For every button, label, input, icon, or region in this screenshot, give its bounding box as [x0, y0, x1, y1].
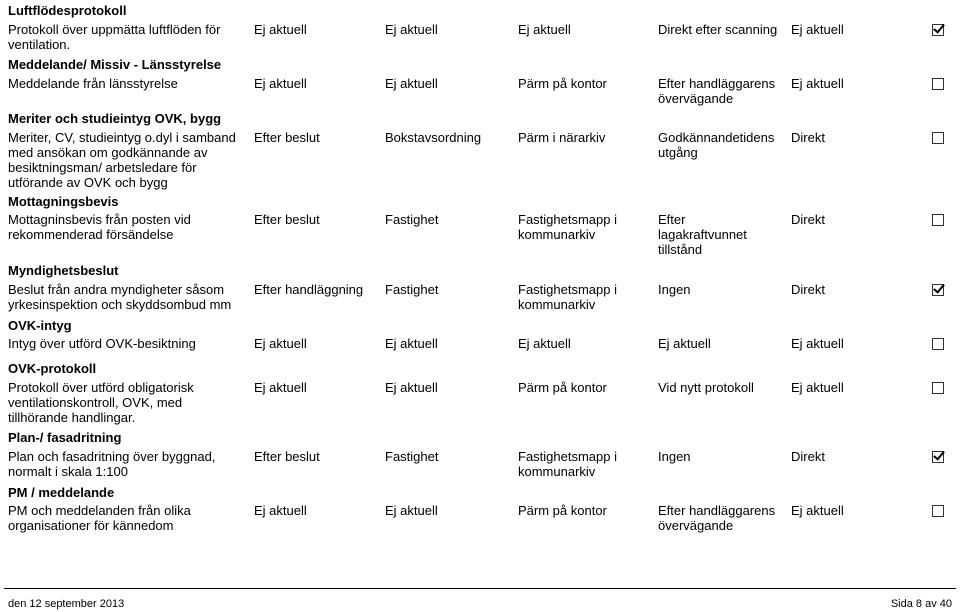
col-3-value: Ej aktuell — [518, 22, 571, 37]
checkbox[interactable] — [932, 505, 944, 517]
col-3-value: Pärm på kontor — [518, 76, 607, 91]
col-1-value: Efter handläggning — [254, 282, 364, 297]
checkbox[interactable] — [932, 214, 944, 226]
section-heading: OVK-intyg — [8, 318, 72, 333]
col-3-value: Ej aktuell — [518, 336, 571, 351]
row-description: Mottagninsbevis från posten vid rekommenderad försändelse — [8, 212, 191, 242]
col-3-value: Pärm i närarkiv — [518, 130, 606, 145]
checkbox[interactable] — [932, 382, 944, 394]
col-5-value: Direkt — [791, 212, 825, 227]
col-1-value: Efter beslut — [254, 449, 320, 464]
row-description: Protokoll över uppmätta luftflöden för ventilation. — [8, 22, 221, 52]
col-1-value: Ej aktuell — [254, 380, 307, 395]
checkbox[interactable] — [932, 451, 944, 463]
col-2-value: Ej aktuell — [385, 503, 438, 518]
row-description: Protokoll över utförd obligatorisk ventilationskontroll, OVK, med tillhörande handlingar. — [8, 380, 194, 425]
col-2-value: Ej aktuell — [385, 336, 438, 351]
col-3-value: Fastighetsmapp i kommunarkiv — [518, 282, 617, 312]
checkbox[interactable] — [932, 132, 944, 144]
col-5-value: Ej aktuell — [791, 76, 844, 91]
col-5-value: Ej aktuell — [791, 503, 844, 518]
col-1-value: Ej aktuell — [254, 76, 307, 91]
col-5-value: Ej aktuell — [791, 380, 844, 395]
col-3-value: Fastighetsmapp i kommunarkiv — [518, 449, 617, 479]
col-3-value: Pärm på kontor — [518, 380, 607, 395]
col-1-value: Ej aktuell — [254, 22, 307, 37]
row-description: PM och meddelanden från olika organisationer för kännedom — [8, 503, 191, 533]
col-4-value: Efter handläggarens övervägande — [658, 503, 776, 533]
checkbox[interactable] — [932, 78, 944, 90]
col-2-value: Ej aktuell — [385, 76, 438, 91]
footer-divider — [4, 588, 956, 589]
col-1-value: Efter beslut — [254, 212, 320, 227]
col-4-value: Ingen — [658, 449, 691, 464]
col-2-value: Ej aktuell — [385, 22, 438, 37]
col-1-value: Efter beslut — [254, 130, 320, 145]
col-2-value: Fastighet — [385, 282, 439, 297]
col-4-value: Efter lagakraftvunnet tillstånd — [658, 212, 747, 257]
checkbox[interactable] — [932, 338, 944, 350]
section-heading: Mottagningsbevis — [8, 194, 119, 209]
section-heading: Plan-/ fasadritning — [8, 430, 122, 445]
col-4-value: Direkt efter scanning — [658, 22, 778, 37]
section-heading: Myndighetsbeslut — [8, 263, 119, 278]
col-1-value: Ej aktuell — [254, 503, 307, 518]
row-description: Meriter, CV, studieintyg o.dyl i samband med ansökan om godkännande av besiktningsman/ arbetsledare för utförande av OVK och bygg — [8, 130, 236, 190]
section-heading: PM / meddelande — [8, 485, 115, 500]
col-2-value: Bokstavsordning — [385, 130, 482, 145]
col-2-value: Fastighet — [385, 212, 439, 227]
col-4-value: Ingen — [658, 282, 691, 297]
col-5-value: Direkt — [791, 282, 825, 297]
col-5-value: Ej aktuell — [791, 336, 844, 351]
section-heading: Meriter och studieintyg OVK, bygg — [8, 111, 222, 126]
row-description: Meddelande från länsstyrelse — [8, 76, 178, 91]
section-heading: OVK-protokoll — [8, 361, 97, 376]
row-description: Intyg över utförd OVK-besiktning — [8, 336, 196, 351]
col-4-value: Vid nytt protokoll — [658, 380, 754, 395]
col-5-value: Ej aktuell — [791, 22, 844, 37]
col-4-value: Ej aktuell — [658, 336, 711, 351]
footer-page-number: Sida 8 av 40 — [890, 598, 952, 610]
col-3-value: Fastighetsmapp i kommunarkiv — [518, 212, 617, 242]
checkbox[interactable] — [932, 24, 944, 36]
footer-date: den 12 september 2013 — [8, 598, 125, 610]
row-description: Plan och fasadritning över byggnad, normalt i skala 1:100 — [8, 449, 216, 479]
col-4-value: Efter handläggarens övervägande — [658, 76, 776, 106]
col-1-value: Ej aktuell — [254, 336, 307, 351]
row-description: Beslut från andra myndigheter såsom yrkesinspektion och skyddsombud mm — [8, 282, 232, 312]
col-3-value: Pärm på kontor — [518, 503, 607, 518]
col-4-value: Godkännandetidens utgång — [658, 130, 775, 160]
col-5-value: Direkt — [791, 130, 825, 145]
section-heading: Luftflödesprotokoll — [8, 3, 127, 18]
col-5-value: Direkt — [791, 449, 825, 464]
col-2-value: Ej aktuell — [385, 380, 438, 395]
col-2-value: Fastighet — [385, 449, 439, 464]
section-heading: Meddelande/ Missiv - Länsstyrelse — [8, 57, 222, 72]
checkbox[interactable] — [932, 284, 944, 296]
